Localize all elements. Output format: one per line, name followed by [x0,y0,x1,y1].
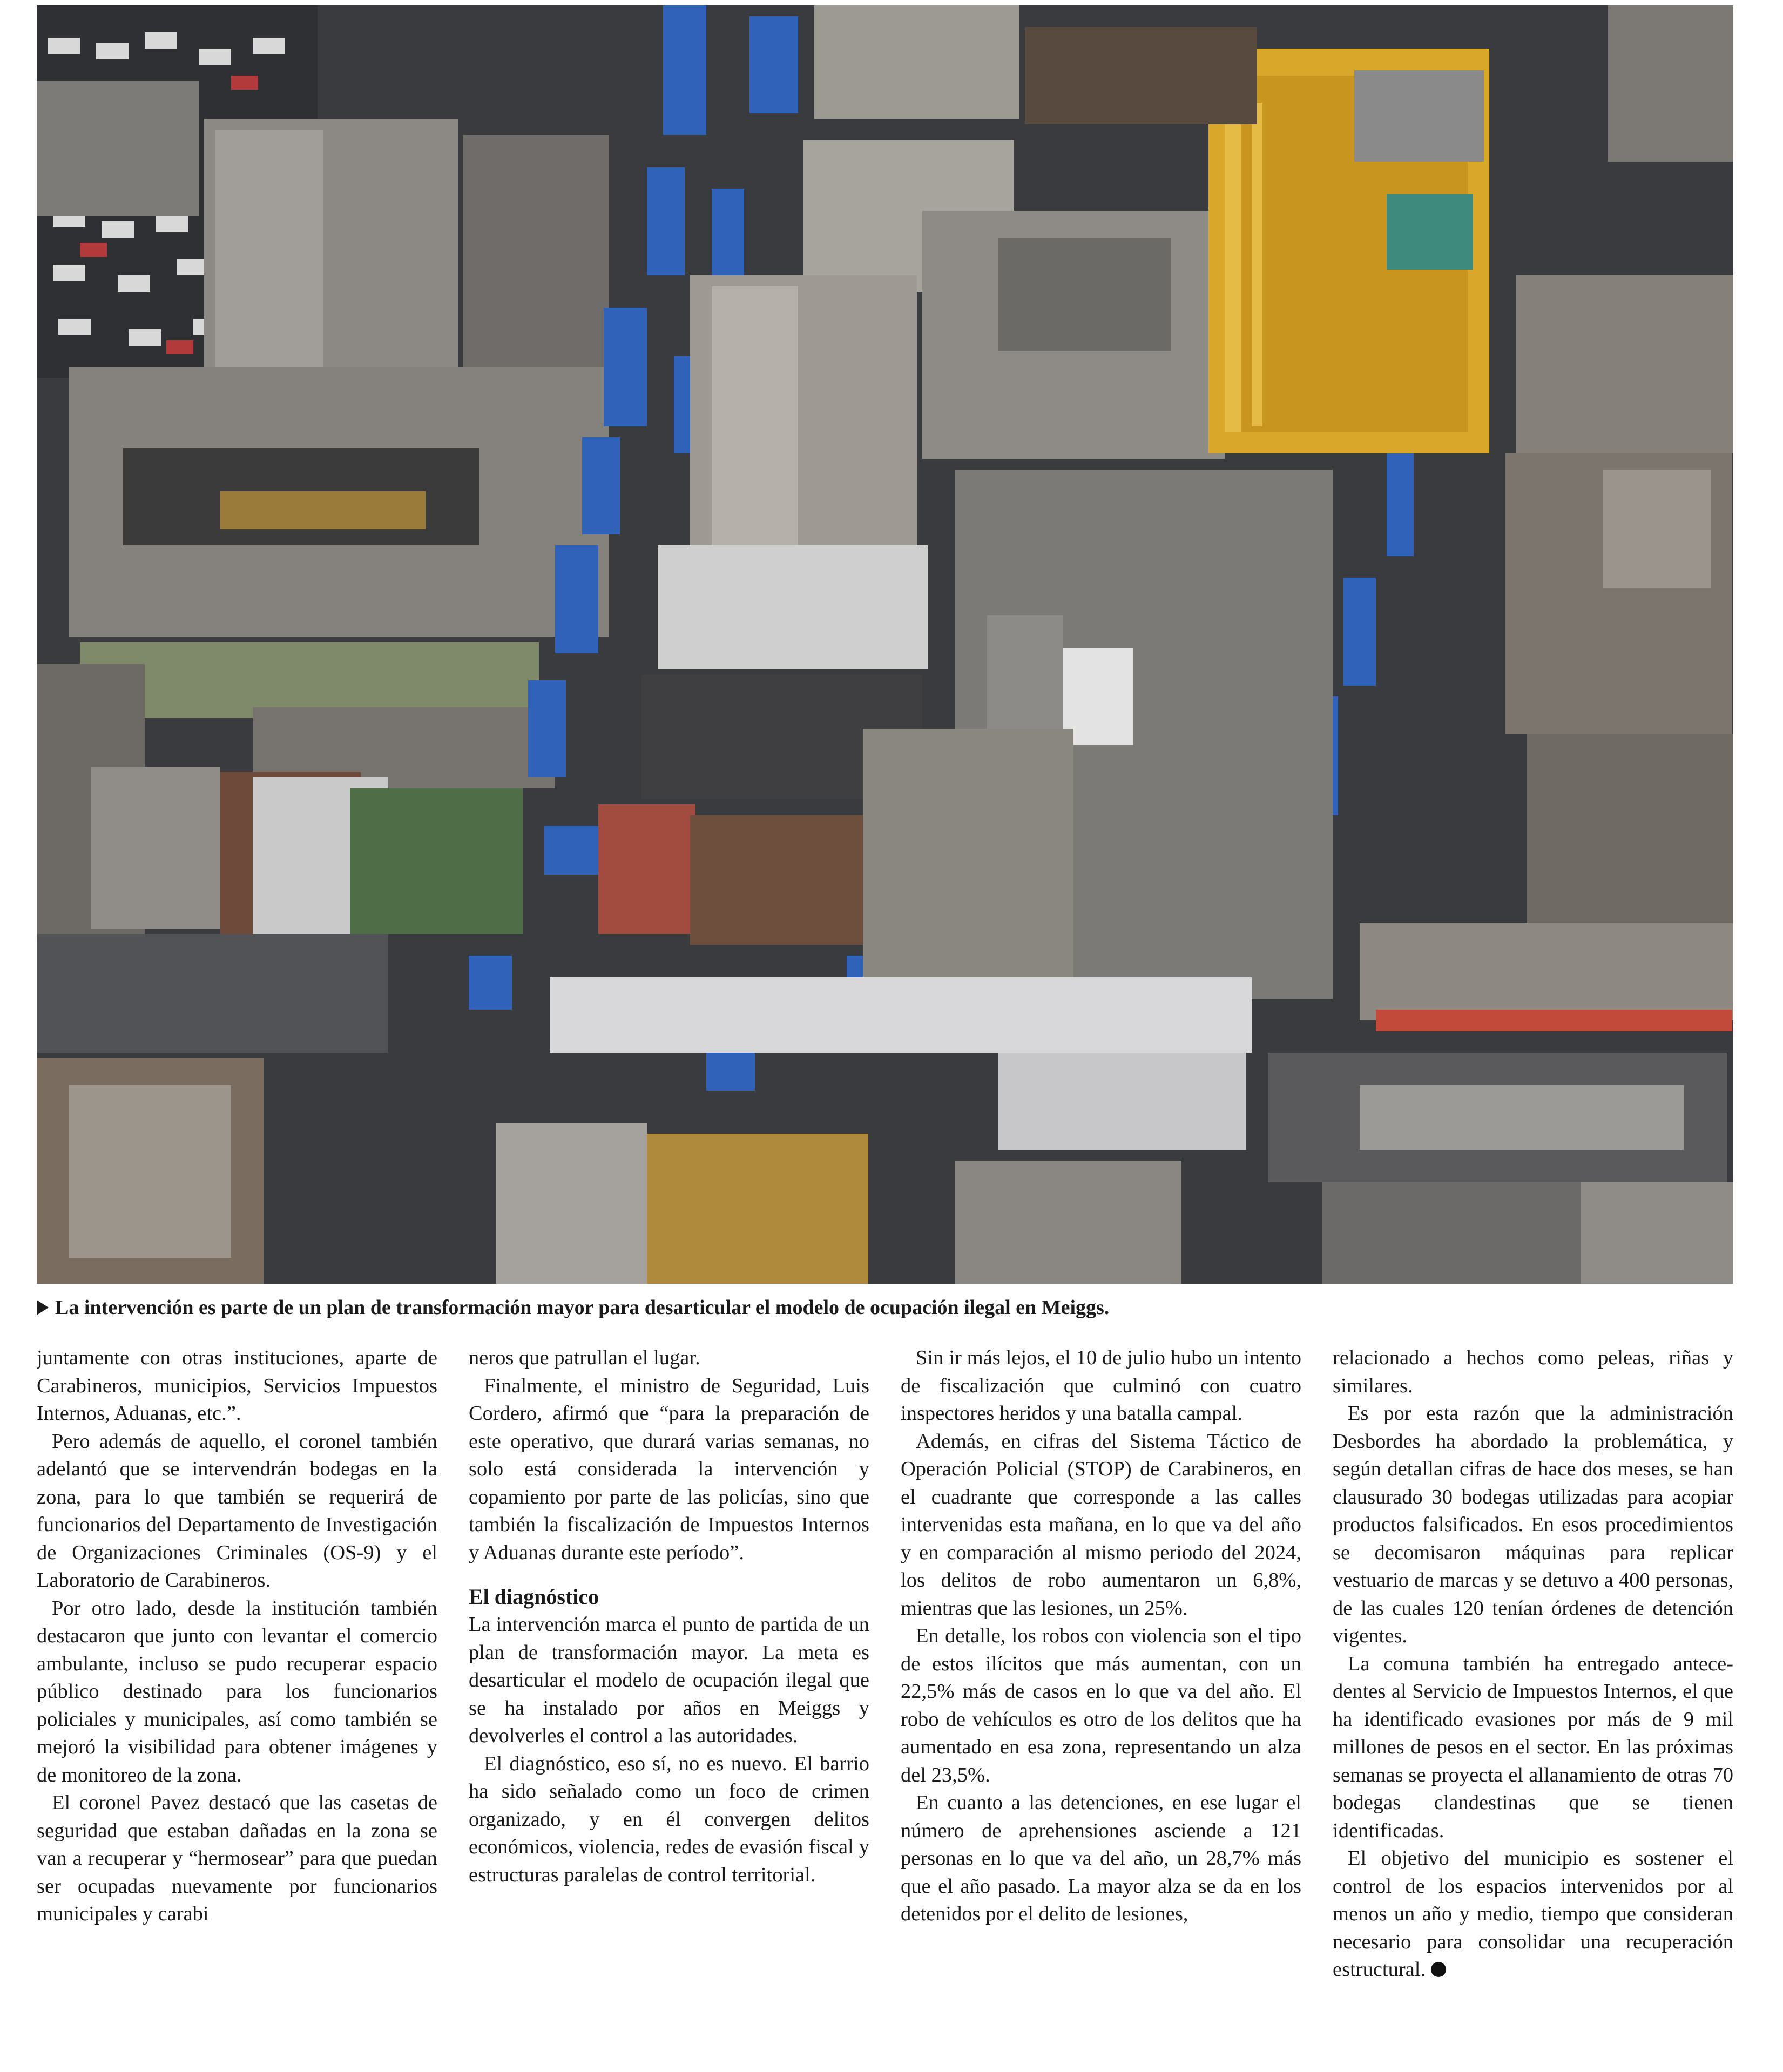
end-of-article-icon [1431,1962,1446,1977]
paragraph: relacionado a hechos como peleas, riñas y similares. [1333,1346,1733,1397]
paragraph: Pero además de aquello, el coronel también adelantó que se intervendrán bodegas en la zona, para lo que también se requerirá de funcionarios del Departamento de Investigación de Organizaciones Criminales (OS-9) y el Laboratorio de Carabineros. [37,1430,437,1592]
caption-text: La intervención es parte de un plan de transformación mayor para desarticular el modelo de ocupación ilegal en Meiggs. [55,1296,1110,1319]
paragraph [1333,1845,1733,1984]
paragraph-text: El objetivo del municipio es sostener el control de los espacios intervenidos por al menos un año y medio, tiempo que consideran necesario para consolidar una recuperación estructural. [1333,1847,1733,1981]
aerial-photo-illustration [37,5,1733,1284]
caption-marker-icon [37,1300,49,1315]
paragraph: El coronel Pavez destacó que las casetas de seguridad que estaban dañadas en la zona se van a recuperar y “hermosear” para que puedan ser ocupadas nuevamente por funcionarios municipales y carabi [37,1791,437,1925]
column-1 [37,1344,437,2046]
paragraph: La comuna también ha entregado antecedentes al Servicio de Impuestos Internos, el que ha identificado evasiones por más de 9 mil millones de pesos en el sector. En las próximas semanas se proyecta el allanamiento de otras 70 bodegas clandestinas que se tienen identificadas. [1333,1652,1733,1842]
paragraph: En detalle, los robos con violencia son el tipo de estos ilícitos que más aumentan, con un 22,5% más de casos en lo que va del año. El robo de vehículos es otro de los delitos que ha aumentado en esa zona, representando un alza del 23,5%. [901,1624,1301,1786]
aerial-photo [37,5,1733,1284]
photo-caption [37,1291,1733,1324]
paragraph: La intervención marca el punto de partida de un plan de transformación mayor. La meta es desarticular el modelo de ocupación ilegal que se ha instalado por años en Meiggs y devolverles el control a las autoridades. [469,1613,869,1747]
paragraph: Por otro lado, desde la institución también destacaron que junto con levantar el comercio ambulante, incluso se pudo recuperar espacio público destinado para los funcionarios policiales y municipales, así como también se mejoró la visibilidad para obtener imágenes y de monitoreo de la zona. [37,1596,437,1786]
article-body [37,1344,1733,2046]
section-heading: El diagnóstico [469,1585,599,1609]
paragraph: Es por esta razón que la administración Desbordes ha abordado la problemática, y según detallan cifras de hace dos meses, se han clausurado 30 bodegas utilizadas para acopiar productos falsificados. En esos procedimientos se decomisaron máquinas para replicar vestuario de marcas y se detuvo a 400 personas, de las cuales 120 tenían órdenes de detención vigentes. [1333,1402,1733,1647]
paragraph: juntamente con otras instituciones, aparte de Carabineros, municipios, Servicios Impuestos Internos, Aduanas, etc.”. [37,1346,437,1425]
paragraph: El diagnóstico, eso sí, no es nuevo. El barrio ha sido señalado como un foco de crimen organizado, y en él convergen delitos económicos, violencia, redes de evasión fiscal y estructuras paralelas de control territorial. [469,1752,869,1886]
column-4 [1333,1344,1733,2046]
paragraph: En cuanto a las detenciones, en ese lugar el número de aprehensiones asciende a 121 personas en lo que va del año, un 28,7% más que el año pasado. La mayor alza se da en los detenidos por el delito de lesiones, [901,1791,1301,1925]
column-2 [469,1344,869,2046]
column-3 [901,1344,1301,2046]
paragraph: Sin ir más lejos, el 10 de julio hubo un intento de fiscalización que culminó con cuatro inspectores heridos y una batalla campal. [901,1346,1301,1425]
paragraph: neros que patrullan el lugar. [469,1346,700,1369]
paragraph: Finalmente, el ministro de Seguridad, Luis Cordero, afirmó que “para la preparación de este operativo, que durará varias semanas, no solo está considerada la intervención y copamiento por parte de las policías, sino que también la fiscalización de Impuestos Internos y Aduanas durante este período”. [469,1374,869,1564]
paragraph: Además, en cifras del Sistema Táctico de Operación Policial (STOP) de Carabineros, en el cuadrante que corresponde a las calles intervenidas esta mañana, en lo que va del año y en comparación al mismo periodo del 2024, los delitos de robo aumentaron un 6,8%, mientras que las lesiones, un 25%. [901,1430,1301,1620]
